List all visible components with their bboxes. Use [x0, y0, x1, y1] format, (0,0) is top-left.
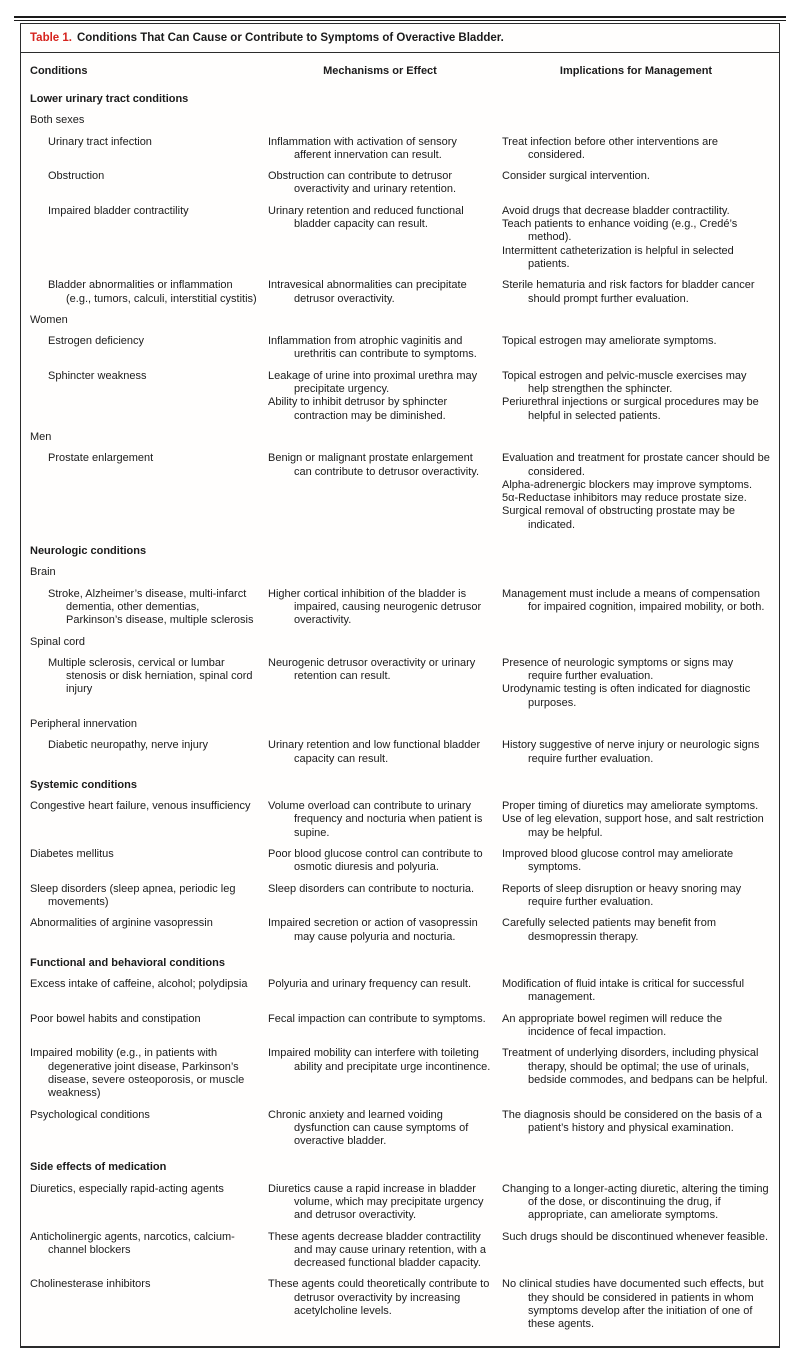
condition-cell	[30, 1231, 258, 1271]
implication-text: Reports of sleep disruption or heavy snoring may require further evaluation.	[502, 882, 742, 908]
mechanism-text: Chronic anxiety and learned voiding dysfunction can cause symptoms of overactive bladder.	[268, 1108, 469, 1148]
implications-cell	[502, 883, 770, 910]
mechanisms-cell	[268, 1231, 492, 1271]
condition-cell	[30, 978, 258, 1005]
condition-text: Sphincter weakness	[48, 369, 147, 382]
implication-text: Use of leg elevation, support hose, and salt restriction may be helpful.	[502, 813, 764, 839]
table-row	[30, 848, 770, 875]
condition-cell	[30, 370, 258, 423]
mechanism-text: These agents decrease bladder contractility and may cause urinary retention, with a decreased functional bladder capacity.	[268, 1230, 486, 1270]
implication-text: Management must include a means of compensation for impaired cognition, impaired mobility, or both.	[502, 587, 765, 613]
table-row	[30, 1109, 770, 1149]
condition-cell	[30, 657, 258, 710]
mechanisms-cell	[268, 588, 492, 628]
subsection-header: Women	[30, 313, 68, 326]
implication-text: Improved blood glucose control may ameliorate symptoms.	[502, 848, 734, 874]
mechanisms-cell	[268, 1183, 492, 1223]
mechanism-text: Higher cortical inhibition of the bladder is impaired, causing neurogenic detrusor overactivity.	[268, 587, 482, 627]
condition-cell	[30, 917, 258, 944]
table-row	[30, 917, 770, 944]
implication-text: Carefully selected patients may benefit from desmopressin therapy.	[502, 917, 716, 943]
table-row	[30, 978, 770, 1005]
implication-text: Topical estrogen and pelvic-muscle exercises may help strengthen the sphincter.	[502, 369, 747, 396]
implications-cell	[502, 1047, 770, 1100]
table-row	[30, 883, 770, 910]
implication-text: Modification of fluid intake is critical for successful management.	[502, 978, 745, 1004]
table-title-text: Conditions That Can Cause or Contribute to Symptoms of Overactive Bladder.	[76, 32, 504, 44]
condition-text: Excess intake of caffeine, alcohol; polydipsia	[30, 978, 248, 991]
mechanism-text: Fecal impaction can contribute to symptoms.	[268, 1012, 486, 1025]
implications-cell	[502, 978, 770, 1005]
condition-text: Multiple sclerosis, cervical or lumbar stenosis or disk herniation, spinal cord injury	[48, 656, 253, 696]
mechanism-text: Poor blood glucose control can contribute to osmotic diuresis and polyuria.	[268, 848, 483, 874]
implication-text: Evaluation and treatment for prostate cancer should be considered.	[502, 452, 770, 478]
mechanism-text: Obstruction can contribute to detrusor overactivity and urinary retention.	[268, 170, 457, 196]
implication-text: Consider surgical intervention.	[502, 170, 650, 183]
mechanism-text: Impaired mobility can interfere with toileting ability and precipitate urge incontinence.	[268, 1047, 491, 1073]
section-header: Neurologic conditions	[30, 545, 147, 558]
implication-text: No clinical studies have documented such effects, but they should be considered in patients in whom symptoms develop after the initiation of one of these agents.	[502, 1278, 764, 1331]
condition-cell	[30, 205, 258, 271]
table-row	[30, 739, 770, 766]
table-row	[30, 1047, 770, 1100]
subsection-header: Men	[30, 430, 52, 443]
condition-cell	[30, 848, 258, 875]
table-row	[30, 588, 770, 628]
column-header-mechanisms: Mechanisms or Effect	[323, 65, 437, 77]
mechanisms-cell	[268, 452, 492, 532]
condition-text: Cholinesterase inhibitors	[30, 1278, 151, 1291]
condition-text: Estrogen deficiency	[48, 335, 144, 348]
implication-text: History suggestive of nerve injury or neurologic signs require further evaluation.	[502, 739, 760, 765]
condition-cell	[30, 1013, 258, 1040]
implication-text: Avoid drugs that decrease bladder contractility.	[502, 204, 730, 217]
mechanisms-cell	[268, 978, 492, 1005]
table-row	[30, 370, 770, 423]
mechanism-text: Urinary retention and low functional bladder capacity can result.	[268, 739, 481, 765]
condition-text: Bladder abnormalities or inflammation (e.g., tumors, calculi, interstitial cystitis)	[48, 279, 257, 305]
top-rule-thin-line	[14, 20, 786, 21]
mechanism-text: Intravesical abnormalities can precipitate detrusor overactivity.	[268, 279, 467, 305]
mechanisms-cell	[268, 800, 492, 840]
top-rule	[14, 16, 786, 21]
implications-cell	[502, 1109, 770, 1149]
mechanism-text: These agents could theoretically contribute to detrusor overactivity by increasing acetylcholine levels.	[268, 1278, 490, 1318]
table-row	[30, 452, 770, 532]
condition-text: Impaired mobility (e.g., in patients with degenerative joint disease, Parkinson’s disease, severe osteoporosis, or muscle weakness)	[30, 1047, 245, 1100]
implications-cell	[502, 279, 770, 306]
top-rule-heavy-line	[14, 16, 786, 18]
implication-text: Alpha-adrenergic blockers may improve symptoms.	[502, 478, 753, 491]
implications-cell	[502, 588, 770, 628]
implication-text: Treat infection before other interventions are considered.	[502, 135, 719, 161]
mechanisms-cell	[268, 335, 492, 362]
column-header-conditions: Conditions	[30, 65, 88, 77]
subsection-header: Peripheral innervation	[30, 717, 138, 730]
condition-cell	[30, 136, 258, 163]
condition-cell	[30, 1278, 258, 1331]
subsection-header: Brain	[30, 566, 56, 579]
implication-text: Changing to a longer-acting diuretic, altering the timing of the dose, or discontinuing the drug, if appropriate, can ameliorate symptoms.	[502, 1182, 769, 1222]
table-title-row	[21, 24, 779, 53]
mechanisms-cell	[268, 883, 492, 910]
implications-cell	[502, 452, 770, 532]
table-row	[30, 279, 770, 306]
mechanism-text: Polyuria and urinary frequency can result.	[268, 978, 471, 991]
condition-text: Urinary tract infection	[48, 135, 152, 148]
implications-cell	[502, 205, 770, 271]
implications-cell	[502, 657, 770, 710]
condition-text: Impaired bladder contractility	[48, 204, 189, 217]
mechanisms-cell	[268, 205, 492, 271]
condition-text: Poor bowel habits and constipation	[30, 1012, 201, 1025]
section-header: Functional and behavioral conditions	[30, 956, 225, 969]
implication-text: Surgical removal of obstructing prostate may be indicated.	[502, 505, 735, 531]
condition-cell	[30, 1047, 258, 1100]
section-header: Lower urinary tract conditions	[30, 93, 189, 105]
condition-text: Sleep disorders (sleep apnea, periodic leg movements)	[30, 882, 236, 908]
implications-cell	[502, 917, 770, 944]
mechanisms-cell	[268, 1047, 492, 1100]
condition-cell	[30, 1109, 258, 1149]
table-row	[30, 205, 770, 271]
mechanisms-cell	[268, 170, 492, 197]
mechanisms-cell	[268, 739, 492, 766]
condition-text: Diabetes mellitus	[30, 848, 114, 861]
implications-cell	[502, 1231, 770, 1271]
table-row	[30, 1231, 770, 1271]
implication-text: Sterile hematuria and risk factors for bladder cancer should prompt further evaluation.	[502, 279, 755, 305]
implication-text: An appropriate bowel regimen will reduce the incidence of fecal impaction.	[502, 1012, 723, 1039]
mechanism-text: Diuretics cause a rapid increase in bladder volume, which may precipitate urgency and detrusor overactivity.	[268, 1182, 484, 1222]
mechanism-text: Inflammation from atrophic vaginitis and urethritis can contribute to symptoms.	[268, 335, 477, 361]
mechanisms-cell	[268, 1278, 492, 1331]
mechanisms-cell	[268, 1109, 492, 1149]
table-row	[30, 1013, 770, 1040]
mechanisms-cell	[268, 370, 492, 423]
table-1-box	[20, 23, 780, 1348]
mechanisms-cell	[268, 848, 492, 875]
implication-text: Presence of neurologic symptoms or signs may require further evaluation.	[502, 656, 734, 683]
condition-cell	[30, 170, 258, 197]
section-header: Side effects of medication	[30, 1161, 167, 1174]
implication-text: The diagnosis should be considered on the basis of a patient’s history and physical examination.	[502, 1108, 762, 1134]
mechanism-text: Urinary retention and reduced functional bladder capacity can result.	[268, 204, 464, 231]
table-body	[21, 93, 779, 1346]
column-header-row	[21, 53, 779, 80]
implications-cell	[502, 335, 770, 362]
table-row	[30, 800, 770, 840]
implications-cell	[502, 1013, 770, 1040]
implication-text: Periurethral injections or surgical procedures may be helpful in selected patients.	[502, 396, 759, 422]
implication-text: Intermittent catheterization is helpful in selected patients.	[502, 244, 734, 270]
implications-cell	[502, 1278, 770, 1331]
implication-text: 5α-Reductase inhibitors may reduce prostate size.	[502, 492, 747, 505]
subsection-header: Both sexes	[30, 114, 85, 127]
implications-cell	[502, 170, 770, 197]
mechanism-text: Leakage of urine into proximal urethra may precipitate urgency.	[268, 369, 478, 396]
mechanism-text: Impaired secretion or action of vasopressin may cause polyuria and nocturia.	[268, 917, 478, 943]
implication-text: Urodynamic testing is often indicated for diagnostic purposes.	[502, 683, 751, 709]
table-row	[30, 136, 770, 163]
mechanisms-cell	[268, 657, 492, 710]
implications-cell	[502, 1183, 770, 1223]
table-row	[30, 1183, 770, 1223]
mechanism-text: Sleep disorders can contribute to nocturia.	[268, 882, 475, 895]
condition-cell	[30, 588, 258, 628]
section-header: Systemic conditions	[30, 778, 137, 791]
condition-text: Prostate enlargement	[48, 452, 154, 465]
column-header-implications: Implications for Management	[559, 65, 713, 77]
condition-text: Abnormalities of arginine vasopressin	[30, 917, 213, 930]
implications-cell	[502, 136, 770, 163]
implication-text: Topical estrogen may ameliorate symptoms.	[502, 335, 717, 348]
mechanisms-cell	[268, 279, 492, 306]
condition-cell	[30, 335, 258, 362]
condition-text: Psychological conditions	[30, 1108, 150, 1121]
table-row	[30, 170, 770, 197]
implications-cell	[502, 848, 770, 875]
implications-cell	[502, 370, 770, 423]
condition-text: Congestive heart failure, venous insufficiency	[30, 800, 251, 813]
implication-text: Treatment of underlying disorders, including physical therapy, should be optimal; the use of urinals, bedside commodes, and bedpans can be helpful.	[502, 1047, 768, 1086]
table-number-label: Table 1.	[30, 32, 72, 44]
condition-text: Obstruction	[48, 170, 105, 183]
mechanism-text: Benign or malignant prostate enlargement can contribute to detrusor overactivity.	[268, 452, 480, 478]
mechanisms-cell	[268, 1013, 492, 1040]
implication-text: Proper timing of diuretics may ameliorate symptoms.	[502, 800, 759, 813]
table-row	[30, 657, 770, 710]
mechanism-text: Neurogenic detrusor overactivity or urinary retention can result.	[268, 656, 476, 683]
subsection-header: Spinal cord	[30, 635, 86, 648]
mechanism-text: Volume overload can contribute to urinary frequency and nocturia when patient is supine.	[268, 800, 483, 839]
condition-text: Diuretics, especially rapid-acting agents	[30, 1182, 224, 1195]
mechanisms-cell	[268, 917, 492, 944]
implication-text: Teach patients to enhance voiding (e.g., Credé’s method).	[502, 218, 738, 244]
mechanism-text: Inflammation with activation of sensory afferent innervation can result.	[268, 135, 457, 161]
implications-cell	[502, 800, 770, 840]
mechanism-text: Ability to inhibit detrusor by sphincter contraction may be diminished.	[268, 396, 448, 422]
condition-text: Stroke, Alzheimer’s disease, multi-infarct dementia, other dementias, Parkinson’s disease, multiple sclerosis	[48, 587, 254, 627]
mechanisms-cell	[268, 136, 492, 163]
implications-cell	[502, 739, 770, 766]
condition-text: Anticholinergic agents, narcotics, calcium-channel blockers	[30, 1230, 235, 1256]
condition-cell	[30, 452, 258, 532]
condition-cell	[30, 739, 258, 766]
condition-text: Diabetic neuropathy, nerve injury	[48, 739, 208, 752]
condition-cell	[30, 800, 258, 840]
condition-cell	[30, 883, 258, 910]
condition-cell	[30, 1183, 258, 1223]
implication-text: Such drugs should be discontinued whenever feasible.	[502, 1230, 769, 1243]
table-row	[30, 335, 770, 362]
condition-cell	[30, 279, 258, 306]
table-row	[30, 1278, 770, 1331]
